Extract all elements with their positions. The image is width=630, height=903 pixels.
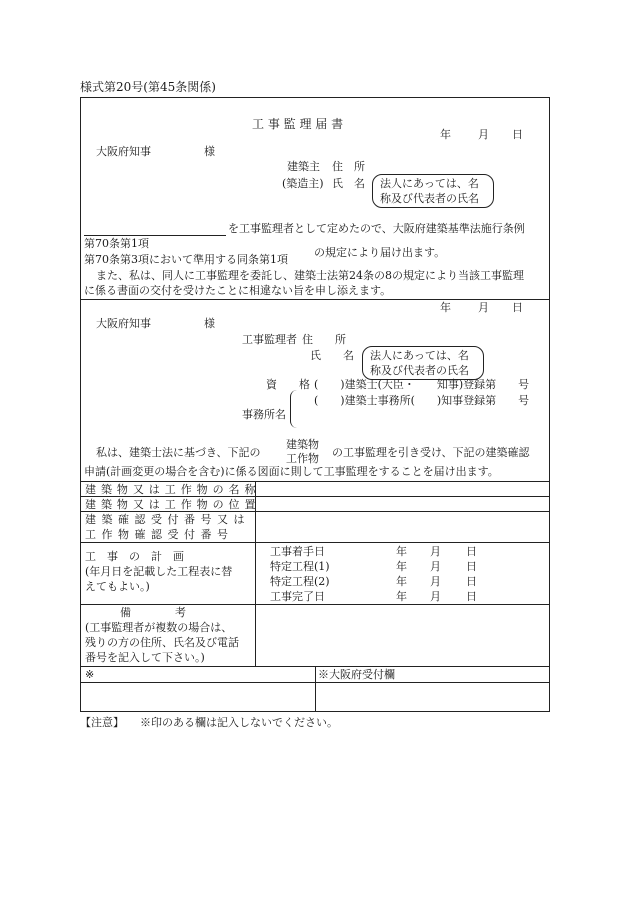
statement-part-2: の工事監理を引き受け、下記の建築確認: [332, 446, 530, 459]
date-year-label-2: 年: [440, 301, 451, 314]
office-label: 事務所名: [242, 408, 286, 421]
plan-day: 日: [466, 560, 477, 573]
clause-b: 第70条第3項において準用する同条第1項: [84, 253, 288, 266]
clause-a: 第70条第1項: [84, 237, 149, 250]
plan-day: 日: [466, 590, 477, 603]
table-row-divider: [80, 496, 550, 497]
honorific: 様: [204, 145, 215, 158]
plan-month: 月: [430, 545, 441, 558]
office-brace: [290, 390, 297, 428]
owner-address-label: 住 所: [332, 160, 365, 173]
office-text: ( )建築士事務所( )知事登録第 号: [314, 394, 530, 407]
plan-item-stage-1: 特定工程(1): [270, 560, 330, 573]
statement-part-1: 私は、建築士法に基づき、下記の: [96, 446, 261, 459]
qualification-label: 資 格: [266, 378, 310, 391]
plan-year: 年: [396, 575, 407, 588]
plan-year: 年: [396, 545, 407, 558]
form-title: 工 事 監 理 届 書: [252, 117, 344, 131]
plan-note-2: えてもよい。): [85, 580, 150, 593]
owner-corp-note-2: 称及び代表者の氏名: [380, 192, 479, 205]
qualification-text: ( )建築士(大臣・ 知事)登録第 号: [314, 378, 530, 391]
table-top-border: [80, 481, 550, 482]
plan-note-1: (年月日を記載した工程表に替: [85, 565, 233, 578]
addressee: 大阪府知事: [96, 145, 151, 158]
supervisor-corp-note-2: 称及び代表者の氏名: [370, 364, 469, 377]
row-confirm-label-1: 建築確認受付番号又は: [85, 513, 250, 526]
table-row-divider: [80, 542, 550, 543]
addressee-2: 大阪府知事: [96, 317, 151, 330]
plan-item-stage-2: 特定工程(2): [270, 575, 330, 588]
date-day-label-2: 日: [512, 301, 523, 314]
statement-structure: 工作物: [286, 452, 319, 465]
remarks-note-1: (工事監理者が複数の場合は、: [85, 621, 233, 634]
date-month-label: 月: [478, 128, 489, 141]
plan-day: 日: [466, 545, 477, 558]
osaka-receipt-label: ※大阪府受付欄: [318, 668, 395, 681]
plan-month: 月: [430, 590, 441, 603]
declaration-line-3: また、私は、同人に工事監理を委託し、建築士法第24条の8の規定により当該工事監理: [96, 269, 524, 282]
honorific-2: 様: [204, 317, 215, 330]
office-use-mark: ※: [85, 668, 95, 681]
plan-year: 年: [396, 560, 407, 573]
note-text: ※印のある欄は記入しないでください。: [140, 716, 338, 729]
table-row-divider: [80, 511, 550, 512]
supervisor-corp-note-1: 法人にあっては、名: [370, 349, 469, 362]
owner-corp-note-1: 法人にあっては、名: [380, 177, 479, 190]
table-column-divider: [315, 666, 316, 712]
plan-item-start: 工事着手日: [270, 545, 325, 558]
declaration-line-1: を工事監理者として定めたので、大阪府建築基準法施行条例: [228, 222, 525, 235]
statement-line-2: 申請(計画変更の場合を含む)に係る図面に則して工事監理をすることを届け出ます。: [84, 465, 499, 478]
supervisor-name-blank: [84, 235, 226, 236]
section-divider: [80, 299, 550, 300]
remarks-note-2: 残りの方の住所、氏名及び電話: [85, 636, 239, 649]
owner-label-alt: (築造主): [282, 177, 324, 190]
plan-year: 年: [396, 590, 407, 603]
supervisor-label: 工事監理者: [242, 333, 297, 346]
plan-item-complete: 工事完了日: [270, 590, 325, 603]
declaration-line-2-tail: の規定により届け出ます。: [314, 246, 446, 259]
plan-label: 工 事 の 計 画: [85, 550, 184, 563]
plan-month: 月: [430, 575, 441, 588]
plan-month: 月: [430, 560, 441, 573]
row-name-label: 建築物又は工作物の名称: [85, 483, 261, 496]
table-row-divider: [80, 604, 550, 605]
remarks-label: 備 考: [120, 606, 186, 619]
remarks-note-3: 番号を記入して下さい。): [85, 651, 205, 664]
row-confirm-label-2: 工作物確認受付番号: [85, 528, 234, 541]
owner-label: 建築主: [287, 160, 320, 173]
supervisor-name-label: 氏 名: [310, 349, 354, 362]
date-day-label: 日: [512, 128, 523, 141]
form-number: 様式第20号(第45条関係): [80, 80, 216, 94]
owner-name-label: 氏 名: [332, 177, 365, 190]
statement-building: 建築物: [286, 438, 319, 451]
date-year-label: 年: [440, 128, 451, 141]
row-location-label: 建築物又は工作物の位置: [85, 498, 261, 511]
supervisor-address-label: 住 所: [302, 333, 346, 346]
date-month-label-2: 月: [478, 301, 489, 314]
declaration-line-4: に係る書面の交付を受けたことに相違ない旨を申し添えます。: [84, 284, 392, 297]
plan-day: 日: [466, 575, 477, 588]
note-label: 【注意】: [80, 716, 124, 729]
